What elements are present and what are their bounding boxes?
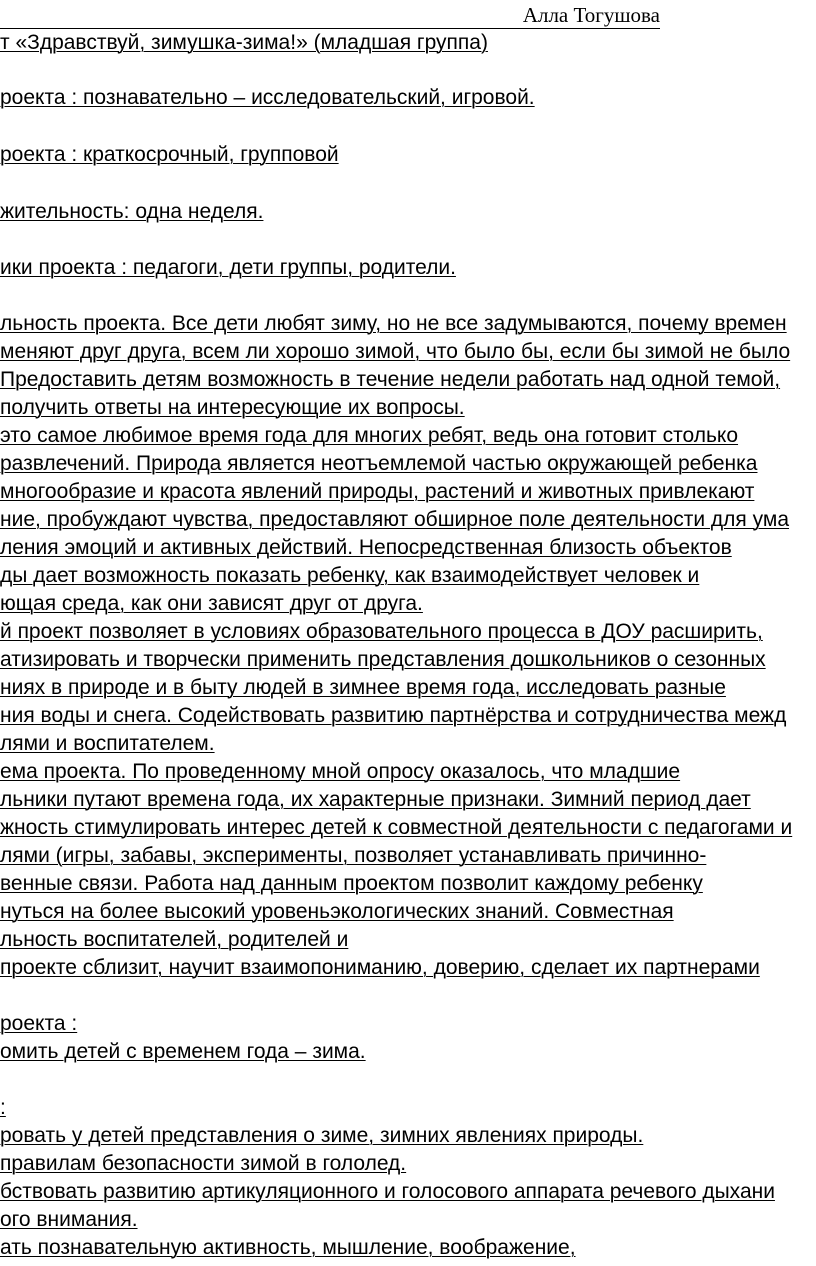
problem-line: льность воспитателей, родителей и xyxy=(0,928,349,951)
problem-line: лями (игры, забавы, эксперименты, позволяет устанавливать причинно- xyxy=(0,844,707,867)
problem-line: ема проекта. По проведенному мной опросу оказалось, что младшие xyxy=(0,760,681,783)
relevance-line: льность проекта. Все дети любят зиму, но не все задумываются, почему времен xyxy=(0,312,787,335)
problem-line: нуться на более высокий уровеньэкологических знаний. Совместная xyxy=(0,900,674,923)
relevance-line: ния воды и снега. Содействовать развитию партнёрства и сотрудничества межд xyxy=(0,704,787,727)
relevance-line: Предоставить детям возможность в течение недели работать над одной темой, xyxy=(0,368,781,391)
project-kind-line: роекта : краткосрочный, групповой xyxy=(0,143,339,166)
relevance-line: ниях в природе и в быту людей в зимнее время года, исследовать разные xyxy=(0,676,726,699)
relevance-line: это самое любимое время года для многих ребят, ведь она готовит столько xyxy=(0,424,739,447)
relevance-line: атизировать и творчески применить представления дошкольников о сезонных xyxy=(0,648,766,671)
problem-line: венные связи. Работа над данным проектом позволит каждому ребенку xyxy=(0,872,703,895)
problem-line: проекте сблизит, научит взаимопониманию, доверию, сделает их партнерами xyxy=(0,956,760,979)
relevance-line: развлечений. Природа является неотъемлемой частью окружающей ребенка xyxy=(0,452,758,475)
relevance-line: многообразие и красота явлений природы, растений и животных привлекают xyxy=(0,480,755,503)
relevance-line: получить ответы на интересующие их вопросы. xyxy=(0,396,465,419)
task-line: ать познавательную активность, мышление, воображение, xyxy=(0,1236,576,1259)
goal-heading: роекта : xyxy=(0,1012,78,1035)
relevance-line: лями и воспитателем. xyxy=(0,732,215,755)
relevance-line: ды дает возможность показать ребенку, как взаимодействует человек и xyxy=(0,564,700,587)
author-name: Алла Тогушова xyxy=(522,3,660,27)
task-line: ровать у детей представления о зиме, зимних явлениях природы. xyxy=(0,1124,644,1147)
relevance-line: й проект позволяет в условиях образовательного процесса в ДОУ расширить, xyxy=(0,620,763,643)
project-participants-line: ики проекта : педагоги, дети группы, родители. xyxy=(0,256,456,279)
project-title-line: т «Здравствуй, зимушка-зима!» (младшая группа) xyxy=(0,31,488,54)
relevance-line: ющая среда, как они зависят друг от друга. xyxy=(0,592,423,615)
goal-line: омить детей с временем года – зима. xyxy=(0,1040,366,1063)
problem-line: жность стимулировать интерес детей к совместной деятельности с педагогами и xyxy=(0,816,793,839)
problem-line: льники путают времена года, их характерные признаки. Зимний период дает xyxy=(0,788,751,811)
relevance-line: ления эмоций и активных действий. Непосредственная близость объектов xyxy=(0,536,732,559)
tasks-heading: : xyxy=(0,1096,6,1119)
task-line: бствовать развитию артикуляционного и голосового аппарата речевого дыхани xyxy=(0,1180,775,1203)
relevance-line: меняют друг друга, всем ли хорошо зимой, что было бы, если бы зимой не было xyxy=(0,340,791,363)
project-duration-line: жительность: одна неделя. xyxy=(0,200,264,223)
task-line: правилам безопасности зимой в гололед. xyxy=(0,1152,407,1175)
relevance-line: ние, пробуждают чувства, предоставляют обширное поле деятельности для ума xyxy=(0,508,790,531)
task-line: ого внимания. xyxy=(0,1208,138,1231)
project-type-line: роекта : познавательно – исследовательский, игровой. xyxy=(0,86,535,109)
author-line xyxy=(0,2,660,29)
